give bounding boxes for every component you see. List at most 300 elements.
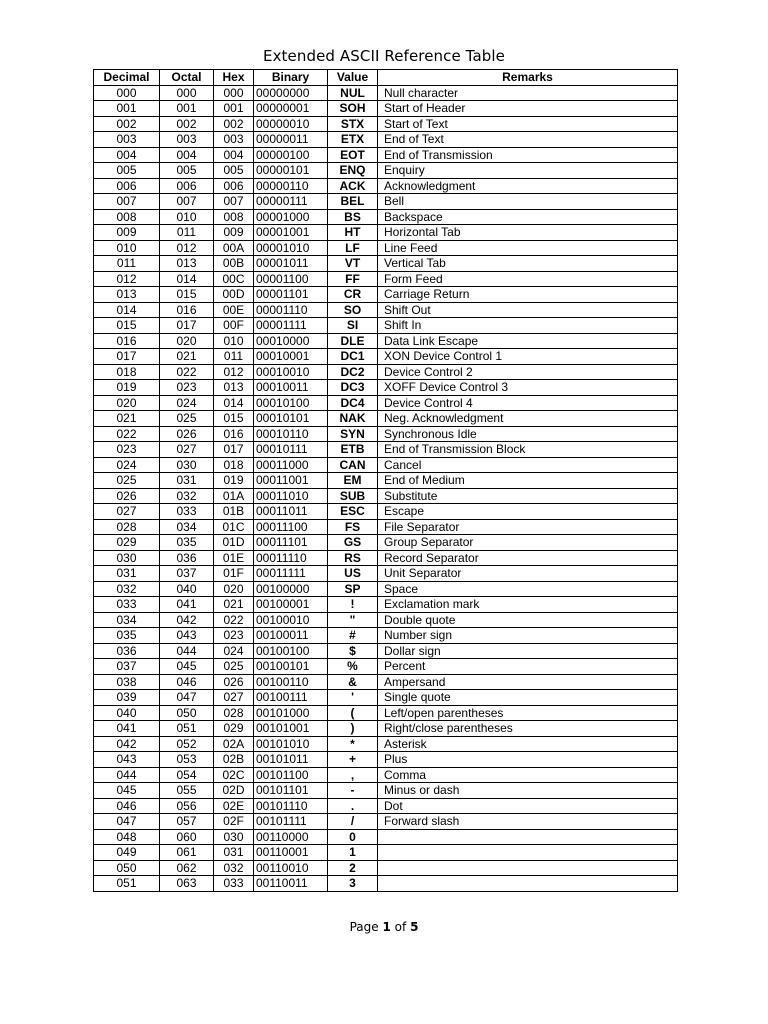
column-header-value: Value [328, 70, 378, 86]
cell-value: EM [328, 473, 378, 489]
cell-value: SUB [328, 488, 378, 504]
cell-hex: 01D [214, 535, 254, 551]
cell-value: / [328, 814, 378, 830]
ascii-reference-table [93, 69, 678, 892]
cell-hex: 01E [214, 550, 254, 566]
cell-remarks: Acknowledgment [378, 178, 678, 194]
cell-binary: 00110010 [254, 860, 328, 876]
cell-hex: 02F [214, 814, 254, 830]
cell-octal: 055 [160, 783, 214, 799]
cell-value: ! [328, 597, 378, 613]
cell-decimal: 026 [94, 488, 160, 504]
cell-remarks: Start of Header [378, 101, 678, 117]
cell-octal: 022 [160, 364, 214, 380]
cell-binary: 00001000 [254, 209, 328, 225]
cell-binary: 00010001 [254, 349, 328, 365]
cell-hex: 020 [214, 581, 254, 597]
cell-decimal: 023 [94, 442, 160, 458]
cell-decimal: 031 [94, 566, 160, 582]
cell-hex: 000 [214, 85, 254, 101]
cell-binary: 00110000 [254, 829, 328, 845]
cell-decimal: 015 [94, 318, 160, 334]
cell-remarks [378, 845, 678, 861]
table-row [94, 535, 678, 551]
cell-binary: 00011010 [254, 488, 328, 504]
table-row [94, 457, 678, 473]
cell-decimal: 000 [94, 85, 160, 101]
table-body [94, 85, 678, 891]
cell-decimal: 038 [94, 674, 160, 690]
table-row [94, 395, 678, 411]
cell-value: ESC [328, 504, 378, 520]
cell-decimal: 021 [94, 411, 160, 427]
cell-hex: 027 [214, 690, 254, 706]
cell-decimal: 046 [94, 798, 160, 814]
cell-remarks: Group Separator [378, 535, 678, 551]
cell-hex: 01A [214, 488, 254, 504]
cell-octal: 002 [160, 116, 214, 132]
cell-remarks: Space [378, 581, 678, 597]
cell-remarks: Double quote [378, 612, 678, 628]
cell-value: ETX [328, 132, 378, 148]
table-row [94, 504, 678, 520]
cell-decimal: 033 [94, 597, 160, 613]
cell-decimal: 048 [94, 829, 160, 845]
cell-value: ( [328, 705, 378, 721]
cell-binary: 00110001 [254, 845, 328, 861]
cell-value: RS [328, 550, 378, 566]
cell-decimal: 040 [94, 705, 160, 721]
cell-octal: 001 [160, 101, 214, 117]
cell-remarks: Synchronous Idle [378, 426, 678, 442]
cell-value: % [328, 659, 378, 675]
table-row [94, 581, 678, 597]
cell-remarks: Start of Text [378, 116, 678, 132]
cell-octal: 013 [160, 256, 214, 272]
table-row [94, 380, 678, 396]
cell-remarks: Unit Separator [378, 566, 678, 582]
cell-remarks: Device Control 4 [378, 395, 678, 411]
cell-remarks: Number sign [378, 628, 678, 644]
cell-binary: 00011100 [254, 519, 328, 535]
page-footer [0, 920, 768, 934]
cell-value: - [328, 783, 378, 799]
cell-binary: 00011001 [254, 473, 328, 489]
cell-hex: 010 [214, 333, 254, 349]
cell-value: HT [328, 225, 378, 241]
cell-value: $ [328, 643, 378, 659]
cell-octal: 043 [160, 628, 214, 644]
table-row [94, 736, 678, 752]
cell-remarks: Comma [378, 767, 678, 783]
cell-remarks: Forward slash [378, 814, 678, 830]
table-row [94, 566, 678, 582]
cell-binary: 00000001 [254, 101, 328, 117]
cell-octal: 063 [160, 876, 214, 892]
cell-remarks: Shift Out [378, 302, 678, 318]
cell-binary: 00000100 [254, 147, 328, 163]
cell-hex: 02D [214, 783, 254, 799]
cell-octal: 060 [160, 829, 214, 845]
column-header-binary: Binary [254, 70, 328, 86]
cell-binary: 00001101 [254, 287, 328, 303]
cell-octal: 020 [160, 333, 214, 349]
cell-remarks: Vertical Tab [378, 256, 678, 272]
table-row [94, 101, 678, 117]
table-row [94, 256, 678, 272]
table-row [94, 442, 678, 458]
cell-remarks: Null character [378, 85, 678, 101]
cell-value: CAN [328, 457, 378, 473]
cell-value: . [328, 798, 378, 814]
cell-octal: 023 [160, 380, 214, 396]
cell-binary: 00100011 [254, 628, 328, 644]
cell-hex: 01B [214, 504, 254, 520]
cell-binary: 00011011 [254, 504, 328, 520]
cell-value: SI [328, 318, 378, 334]
cell-decimal: 009 [94, 225, 160, 241]
cell-remarks: Form Feed [378, 271, 678, 287]
cell-remarks: XON Device Control 1 [378, 349, 678, 365]
cell-remarks: Neg. Acknowledgment [378, 411, 678, 427]
cell-binary: 00110011 [254, 876, 328, 892]
cell-decimal: 014 [94, 302, 160, 318]
cell-octal: 062 [160, 860, 214, 876]
cell-octal: 032 [160, 488, 214, 504]
cell-octal: 054 [160, 767, 214, 783]
cell-value: DC3 [328, 380, 378, 396]
cell-binary: 00010111 [254, 442, 328, 458]
cell-remarks: End of Transmission [378, 147, 678, 163]
table-row [94, 302, 678, 318]
cell-hex: 002 [214, 116, 254, 132]
table-row [94, 860, 678, 876]
cell-value: EOT [328, 147, 378, 163]
cell-decimal: 017 [94, 349, 160, 365]
cell-value: 3 [328, 876, 378, 892]
cell-value: SOH [328, 101, 378, 117]
table-row [94, 349, 678, 365]
table-row [94, 814, 678, 830]
table-row [94, 287, 678, 303]
cell-remarks: Device Control 2 [378, 364, 678, 380]
cell-value: BEL [328, 194, 378, 210]
cell-remarks: End of Transmission Block [378, 442, 678, 458]
cell-binary: 00100100 [254, 643, 328, 659]
cell-remarks: Ampersand [378, 674, 678, 690]
cell-octal: 045 [160, 659, 214, 675]
cell-binary: 00010101 [254, 411, 328, 427]
cell-hex: 008 [214, 209, 254, 225]
cell-binary: 00001100 [254, 271, 328, 287]
cell-octal: 015 [160, 287, 214, 303]
cell-binary: 00101010 [254, 736, 328, 752]
cell-hex: 022 [214, 612, 254, 628]
cell-remarks: Backspace [378, 209, 678, 225]
cell-binary: 00101110 [254, 798, 328, 814]
cell-octal: 041 [160, 597, 214, 613]
cell-octal: 026 [160, 426, 214, 442]
cell-remarks: XOFF Device Control 3 [378, 380, 678, 396]
cell-octal: 057 [160, 814, 214, 830]
cell-octal: 004 [160, 147, 214, 163]
cell-decimal: 036 [94, 643, 160, 659]
cell-decimal: 019 [94, 380, 160, 396]
table-row [94, 628, 678, 644]
cell-octal: 000 [160, 85, 214, 101]
cell-hex: 015 [214, 411, 254, 427]
cell-decimal: 049 [94, 845, 160, 861]
cell-remarks: Cancel [378, 457, 678, 473]
cell-binary: 00101101 [254, 783, 328, 799]
cell-decimal: 035 [94, 628, 160, 644]
cell-binary: 00001110 [254, 302, 328, 318]
cell-decimal: 011 [94, 256, 160, 272]
cell-hex: 005 [214, 163, 254, 179]
table-row [94, 752, 678, 768]
cell-binary: 00000110 [254, 178, 328, 194]
cell-hex: 02A [214, 736, 254, 752]
cell-decimal: 006 [94, 178, 160, 194]
cell-octal: 005 [160, 163, 214, 179]
cell-value: VT [328, 256, 378, 272]
cell-value: NUL [328, 85, 378, 101]
table-row [94, 426, 678, 442]
cell-hex: 00C [214, 271, 254, 287]
cell-octal: 031 [160, 473, 214, 489]
table-row [94, 132, 678, 148]
cell-remarks: Carriage Return [378, 287, 678, 303]
cell-decimal: 042 [94, 736, 160, 752]
table-row [94, 178, 678, 194]
cell-hex: 014 [214, 395, 254, 411]
table-row [94, 519, 678, 535]
cell-value: ) [328, 721, 378, 737]
cell-value: ' [328, 690, 378, 706]
table-row [94, 225, 678, 241]
cell-value: 0 [328, 829, 378, 845]
cell-binary: 00010110 [254, 426, 328, 442]
table-header-row [94, 70, 678, 86]
cell-decimal: 020 [94, 395, 160, 411]
cell-value: GS [328, 535, 378, 551]
cell-hex: 017 [214, 442, 254, 458]
cell-value: LF [328, 240, 378, 256]
cell-octal: 037 [160, 566, 214, 582]
cell-hex: 007 [214, 194, 254, 210]
column-header-decimal: Decimal [94, 70, 160, 86]
cell-binary: 00010100 [254, 395, 328, 411]
cell-value: SO [328, 302, 378, 318]
cell-decimal: 018 [94, 364, 160, 380]
cell-value: DC4 [328, 395, 378, 411]
cell-octal: 051 [160, 721, 214, 737]
cell-hex: 02E [214, 798, 254, 814]
cell-hex: 011 [214, 349, 254, 365]
cell-hex: 006 [214, 178, 254, 194]
cell-remarks [378, 829, 678, 845]
cell-octal: 016 [160, 302, 214, 318]
cell-decimal: 032 [94, 581, 160, 597]
table-row [94, 488, 678, 504]
cell-value: SP [328, 581, 378, 597]
cell-value: FS [328, 519, 378, 535]
cell-decimal: 013 [94, 287, 160, 303]
cell-hex: 028 [214, 705, 254, 721]
table-row [94, 364, 678, 380]
cell-remarks [378, 860, 678, 876]
page-label: Page [349, 920, 379, 934]
cell-binary: 00100101 [254, 659, 328, 675]
cell-remarks [378, 876, 678, 892]
cell-remarks: Right/close parentheses [378, 721, 678, 737]
cell-hex: 026 [214, 674, 254, 690]
cell-hex: 013 [214, 380, 254, 396]
cell-value: & [328, 674, 378, 690]
table-row [94, 85, 678, 101]
cell-binary: 00000011 [254, 132, 328, 148]
cell-decimal: 044 [94, 767, 160, 783]
cell-hex: 02B [214, 752, 254, 768]
cell-binary: 00011111 [254, 566, 328, 582]
page-title: Extended ASCII Reference Table [263, 47, 505, 65]
cell-octal: 034 [160, 519, 214, 535]
cell-value: NAK [328, 411, 378, 427]
cell-remarks: Data Link Escape [378, 333, 678, 349]
cell-binary: 00001010 [254, 240, 328, 256]
cell-octal: 006 [160, 178, 214, 194]
cell-binary: 00011000 [254, 457, 328, 473]
cell-binary: 00010011 [254, 380, 328, 396]
cell-binary: 00100010 [254, 612, 328, 628]
table-row [94, 643, 678, 659]
cell-value: 1 [328, 845, 378, 861]
page-current: 1 [382, 920, 391, 934]
cell-hex: 00F [214, 318, 254, 334]
column-header-hex: Hex [214, 70, 254, 86]
cell-value: FF [328, 271, 378, 287]
cell-octal: 011 [160, 225, 214, 241]
cell-decimal: 050 [94, 860, 160, 876]
cell-remarks: Line Feed [378, 240, 678, 256]
cell-binary: 00000111 [254, 194, 328, 210]
cell-remarks: Bell [378, 194, 678, 210]
cell-value: ACK [328, 178, 378, 194]
cell-value: SYN [328, 426, 378, 442]
cell-decimal: 024 [94, 457, 160, 473]
cell-value: DC2 [328, 364, 378, 380]
cell-value: US [328, 566, 378, 582]
table-row [94, 845, 678, 861]
cell-remarks: Exclamation mark [378, 597, 678, 613]
cell-remarks: Record Separator [378, 550, 678, 566]
cell-remarks: Asterisk [378, 736, 678, 752]
cell-decimal: 041 [94, 721, 160, 737]
table-row [94, 659, 678, 675]
cell-value: " [328, 612, 378, 628]
cell-decimal: 004 [94, 147, 160, 163]
cell-binary: 00000010 [254, 116, 328, 132]
cell-binary: 00101011 [254, 752, 328, 768]
cell-remarks: End of Medium [378, 473, 678, 489]
cell-octal: 036 [160, 550, 214, 566]
cell-value: * [328, 736, 378, 752]
page-of: of [394, 920, 407, 934]
cell-hex: 02C [214, 767, 254, 783]
cell-binary: 00101001 [254, 721, 328, 737]
cell-hex: 033 [214, 876, 254, 892]
cell-octal: 052 [160, 736, 214, 752]
cell-remarks: Enquiry [378, 163, 678, 179]
cell-remarks: Escape [378, 504, 678, 520]
cell-octal: 040 [160, 581, 214, 597]
cell-value: # [328, 628, 378, 644]
cell-octal: 033 [160, 504, 214, 520]
cell-binary: 00101000 [254, 705, 328, 721]
cell-hex: 023 [214, 628, 254, 644]
cell-decimal: 008 [94, 209, 160, 225]
table-row [94, 318, 678, 334]
table-row [94, 271, 678, 287]
cell-hex: 016 [214, 426, 254, 442]
cell-hex: 00B [214, 256, 254, 272]
table-row [94, 116, 678, 132]
cell-octal: 061 [160, 845, 214, 861]
cell-remarks: Single quote [378, 690, 678, 706]
table-row [94, 147, 678, 163]
cell-hex: 00E [214, 302, 254, 318]
cell-octal: 010 [160, 209, 214, 225]
cell-binary: 00001111 [254, 318, 328, 334]
cell-decimal: 051 [94, 876, 160, 892]
cell-octal: 047 [160, 690, 214, 706]
cell-decimal: 034 [94, 612, 160, 628]
cell-decimal: 037 [94, 659, 160, 675]
cell-binary: 00100001 [254, 597, 328, 613]
cell-remarks: End of Text [378, 132, 678, 148]
table-row [94, 690, 678, 706]
cell-hex: 009 [214, 225, 254, 241]
table-row [94, 829, 678, 845]
cell-octal: 035 [160, 535, 214, 551]
cell-decimal: 039 [94, 690, 160, 706]
cell-decimal: 047 [94, 814, 160, 830]
table-row [94, 674, 678, 690]
table-row [94, 194, 678, 210]
cell-octal: 027 [160, 442, 214, 458]
cell-remarks: Substitute [378, 488, 678, 504]
cell-decimal: 003 [94, 132, 160, 148]
cell-octal: 014 [160, 271, 214, 287]
cell-binary: 00010010 [254, 364, 328, 380]
cell-decimal: 002 [94, 116, 160, 132]
cell-octal: 030 [160, 457, 214, 473]
cell-value: , [328, 767, 378, 783]
cell-decimal: 010 [94, 240, 160, 256]
cell-octal: 056 [160, 798, 214, 814]
table-row [94, 209, 678, 225]
cell-value: DC1 [328, 349, 378, 365]
table-row [94, 767, 678, 783]
cell-binary: 00011101 [254, 535, 328, 551]
cell-octal: 003 [160, 132, 214, 148]
table-row [94, 705, 678, 721]
cell-octal: 050 [160, 705, 214, 721]
cell-hex: 032 [214, 860, 254, 876]
cell-octal: 007 [160, 194, 214, 210]
table-row [94, 163, 678, 179]
cell-decimal: 030 [94, 550, 160, 566]
